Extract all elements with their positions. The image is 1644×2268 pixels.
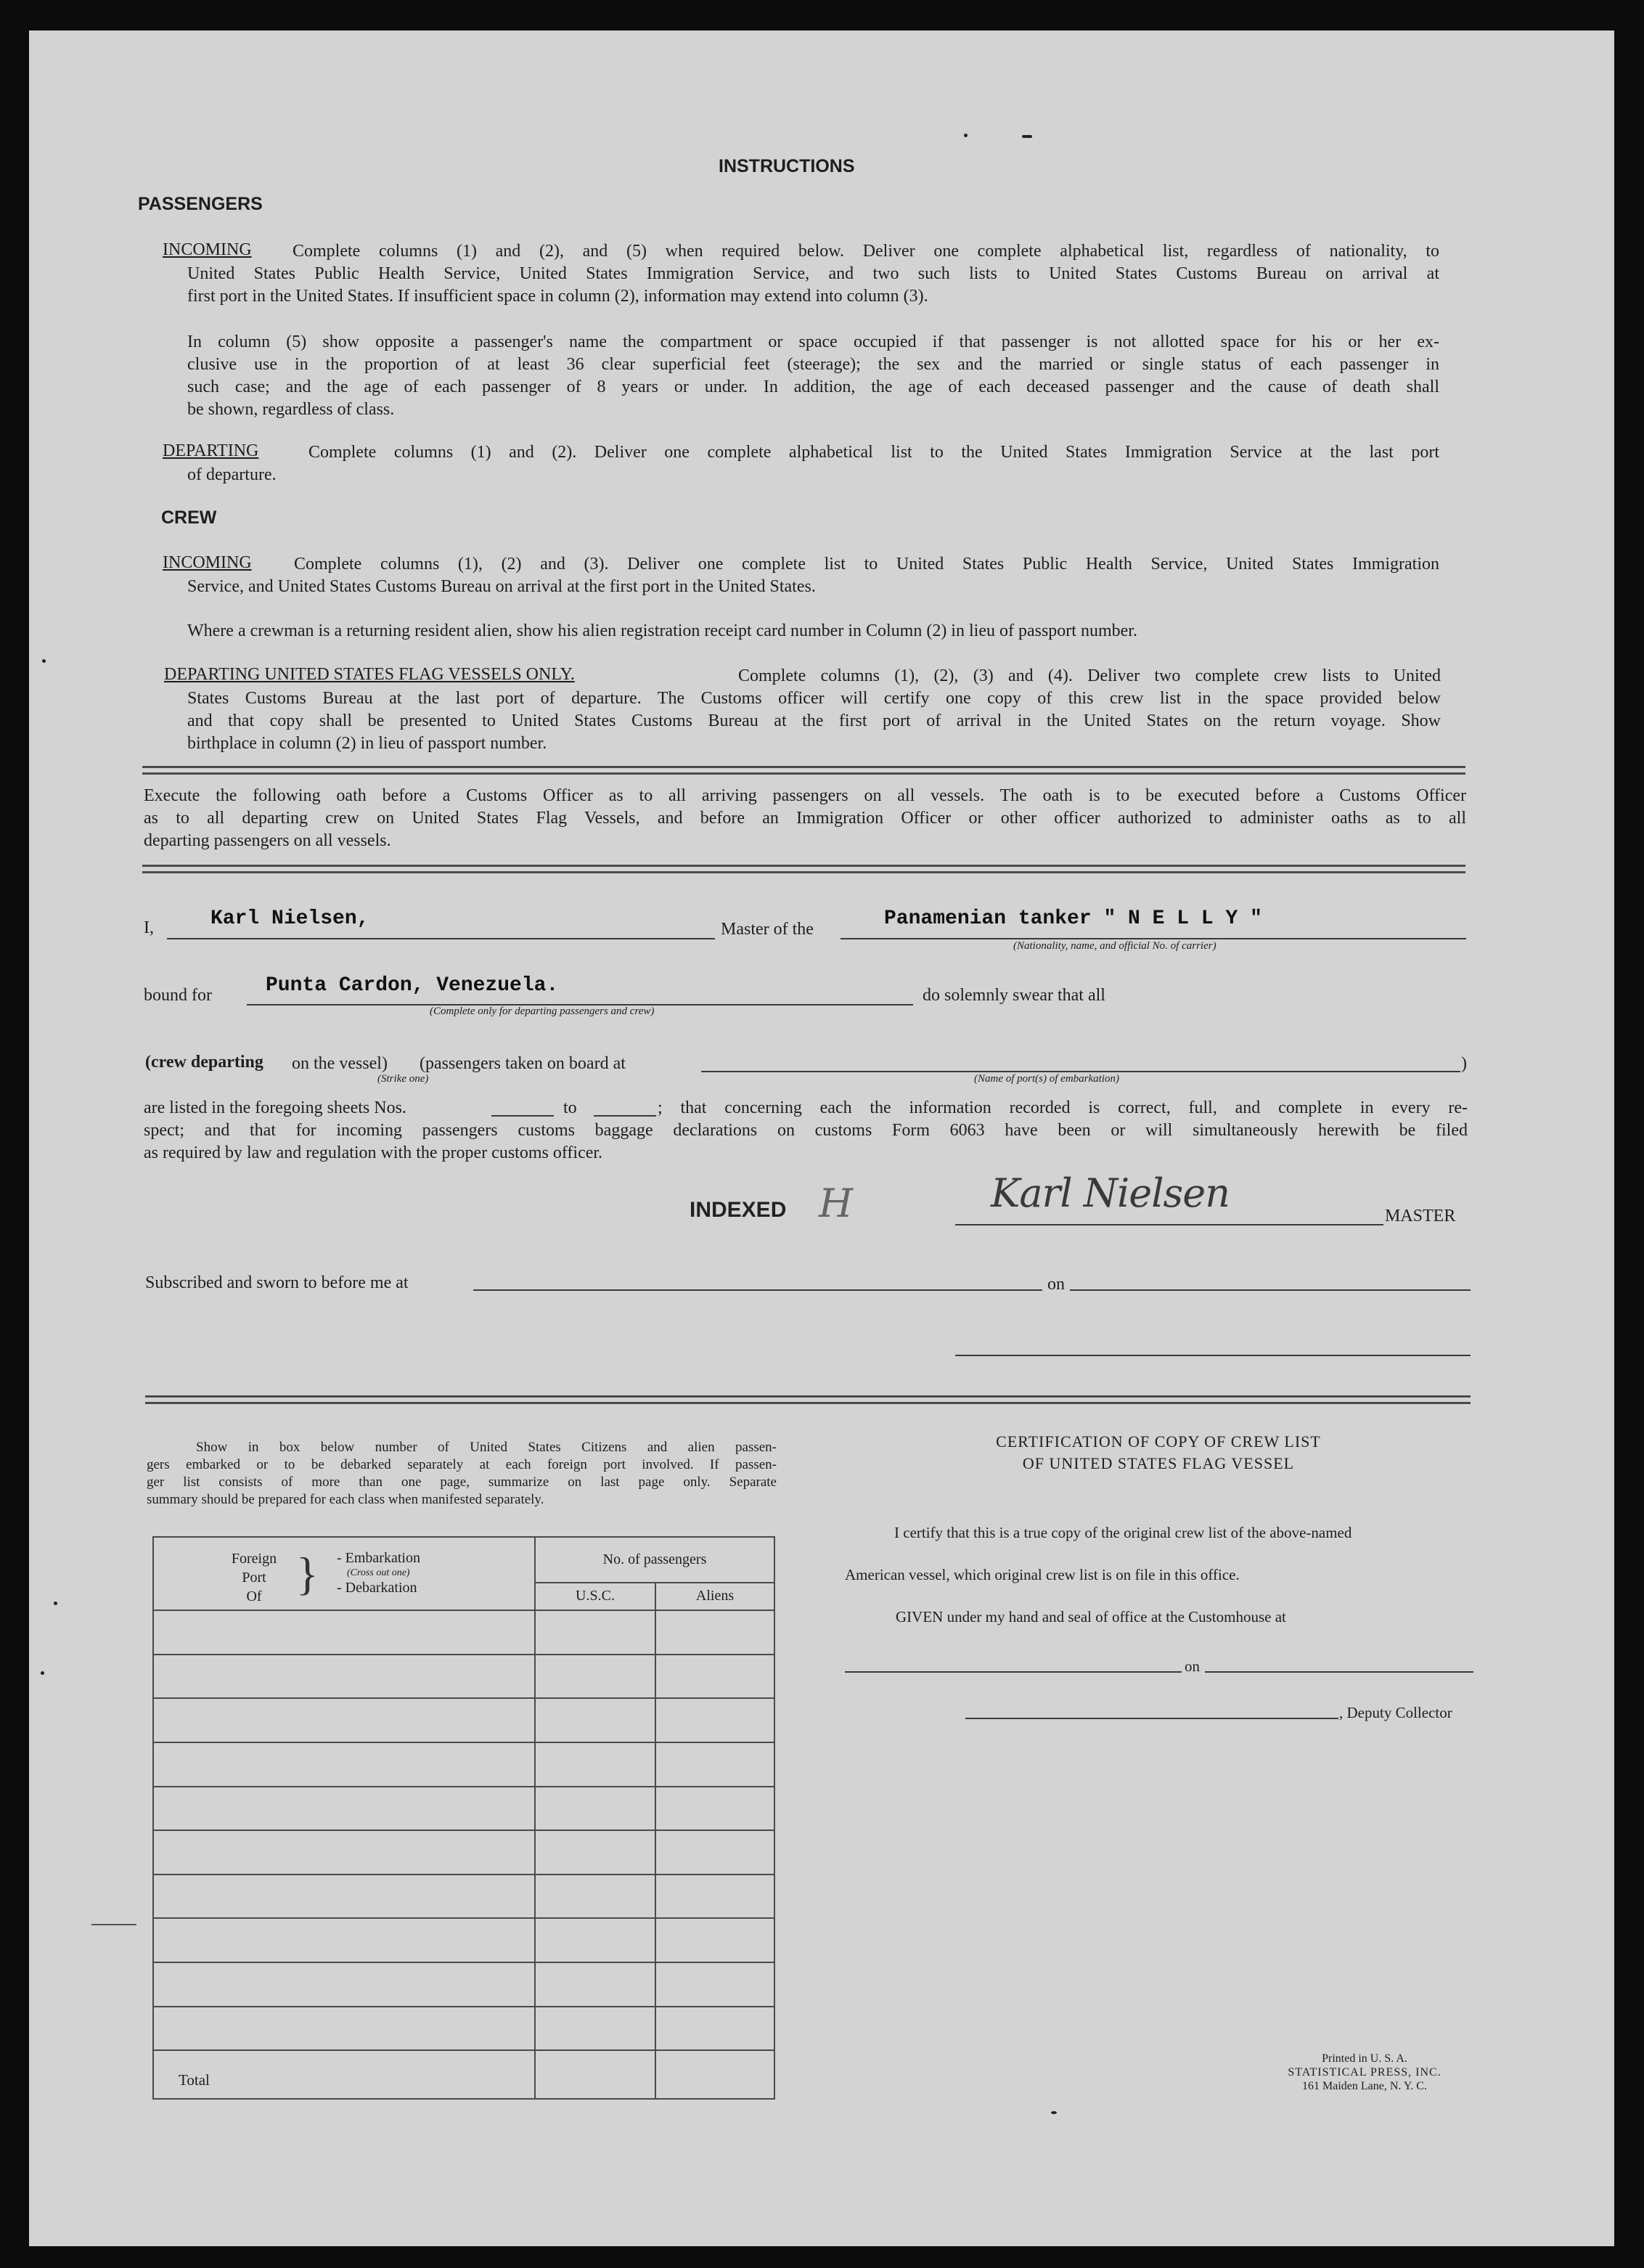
- usc-cell[interactable]: [535, 1742, 655, 1787]
- divider: [142, 865, 1465, 873]
- total-aliens-cell[interactable]: [655, 2050, 774, 2099]
- column5-line: be shown, regardless of class.: [187, 400, 395, 419]
- aliens-cell[interactable]: [655, 1742, 774, 1787]
- foreign-port-header: [153, 1537, 535, 1610]
- table-row: [153, 1830, 774, 1875]
- scan-speck: [54, 1602, 57, 1605]
- usc-cell[interactable]: [535, 1918, 655, 1962]
- crew-departing-line: and that copy shall be presented to United States Customs Bureau at the first port of arrival in the United States on the return voyage. Show: [187, 711, 1441, 730]
- of-label: Of: [246, 1588, 262, 1604]
- divider: [145, 1395, 1471, 1404]
- scan-speck: [42, 659, 46, 663]
- passengers-incoming-line: first port in the United States. If insufficient space in column (2), information may extend into column (3).: [187, 287, 928, 306]
- aliens-cell[interactable]: [655, 1830, 774, 1875]
- scan-speck: [1022, 135, 1032, 138]
- master-name[interactable]: Karl Nielsen,: [210, 907, 369, 930]
- master-label: MASTER: [1385, 1207, 1456, 1225]
- indexed-initial: H: [819, 1180, 854, 1226]
- vessel-caption: (Nationality, name, and official No. of carrier): [1013, 940, 1216, 952]
- sworn-on-label: on: [1047, 1275, 1065, 1294]
- table-row: [153, 1875, 774, 1919]
- port-cell[interactable]: [153, 1830, 535, 1875]
- certification-on-label: on: [1185, 1657, 1200, 1675]
- aliens-cell[interactable]: [655, 1698, 774, 1742]
- table-row: [153, 1610, 774, 1655]
- column5-line: such case; and the age of each passenger of 8 years or under. In addition, the age of each deceased passenger and the cause of death shall: [187, 378, 1439, 396]
- spect-line: spect; and that for incoming passengers customs baggage declarations on customs Form 6063 have been or will simultaneously herewith be filed: [144, 1121, 1468, 1140]
- port-label: Port: [242, 1570, 266, 1586]
- aliens-cell[interactable]: [655, 1918, 774, 1962]
- master-of-label: Master of the: [721, 920, 814, 939]
- crew-heading: CREW: [161, 507, 217, 528]
- column5-line: clusive use in the proportion of at least 36 clear superficial feet (steerage); the sex and the married or single status of each passenger in: [187, 355, 1439, 374]
- vessel-name[interactable]: Panamenian tanker " N E L L Y ": [884, 907, 1262, 930]
- scan-mark: [91, 1924, 136, 1925]
- table-row: [153, 1742, 774, 1787]
- scan-speck: [41, 1671, 44, 1675]
- column5-line: In column (5) show opposite a passenger's name the compartment or space occupied if that passenger is not allotted space for his or her ex-: [187, 333, 1439, 351]
- total-usc-cell[interactable]: [535, 2050, 655, 2099]
- customhouse-line[interactable]: [845, 1671, 1182, 1673]
- aliens-cell[interactable]: [655, 1875, 774, 1919]
- crew-departing-option[interactable]: (crew departing: [145, 1053, 263, 1072]
- ports-line: [701, 1071, 1460, 1072]
- table-row: [153, 2007, 774, 2051]
- port-cell[interactable]: [153, 1787, 535, 1831]
- cross-out-caption: (Cross out one): [347, 1567, 410, 1578]
- instructions-title: INSTRUCTIONS: [719, 156, 855, 176]
- port-cell[interactable]: [153, 1962, 535, 2007]
- destination-caption: (Complete only for departing passengers and crew): [430, 1005, 655, 1017]
- passengers-taken-option[interactable]: (passengers taken on board at: [420, 1054, 626, 1073]
- certification-line: GIVEN under my hand and seal of office at the Customhouse at: [896, 1608, 1286, 1625]
- scan-speck: [964, 134, 968, 137]
- aliens-cell[interactable]: [655, 1610, 774, 1655]
- table-row: [153, 1655, 774, 1699]
- crew-departing-line: Complete columns (1), (2), (3) and (4). Deliver two complete crew lists to United: [738, 666, 1441, 685]
- table-row: [153, 1918, 774, 1962]
- port-cell[interactable]: [153, 1875, 535, 1919]
- destination[interactable]: Punta Cardon, Venezuela.: [266, 974, 559, 997]
- officer-signature-line[interactable]: [955, 1355, 1471, 1356]
- aliens-cell[interactable]: [655, 2007, 774, 2051]
- table-row: [153, 1962, 774, 2007]
- listed-to: to: [563, 1098, 577, 1117]
- certification-line: American vessel, which original crew list is on file in this office.: [845, 1566, 1240, 1583]
- aliens-cell[interactable]: [655, 1655, 774, 1699]
- crew-departing-line: States Customs Bureau at the last port of departure. The Customs officer will certify one copy of this crew list in the space provided below: [187, 689, 1441, 708]
- signature-line: [955, 1224, 1383, 1225]
- strike-caption: (Strike one): [377, 1073, 429, 1085]
- aliens-cell[interactable]: [655, 1962, 774, 2007]
- passengers-heading: PASSENGERS: [138, 194, 263, 214]
- total-label: Total: [153, 2050, 535, 2099]
- debarkation-label: - Debarkation: [337, 1580, 417, 1596]
- sheet-from-line: [491, 1115, 554, 1117]
- aliens-cell[interactable]: [655, 1787, 774, 1831]
- crew-departing-line: birthplace in column (2) in lieu of passport number.: [187, 734, 547, 753]
- usc-cell[interactable]: [535, 1830, 655, 1875]
- usc-cell[interactable]: [535, 1698, 655, 1742]
- printer-line: Printed in U. S. A.: [1322, 2052, 1407, 2065]
- printer-line: STATISTICAL PRESS, INC.: [1288, 2066, 1441, 2079]
- summary-intro-line: ger list consists of more than one page, summarize on last page only. Separate: [147, 1474, 777, 1490]
- certification-line: I certify that this is a true copy of the original crew list of the above-named: [894, 1524, 1352, 1541]
- summary-intro-line: gers embarked or to be debarked separately at each foreign port involved. If passen-: [147, 1457, 777, 1472]
- passengers-departing-line: Complete columns (1) and (2). Deliver one complete alphabetical list to the United States Immigration Service at the last port: [308, 443, 1439, 462]
- passengers-incoming-line: United States Public Health Service, United States Immigration Service, and two such lists to United States Customs Bureau on arrival at: [187, 264, 1439, 283]
- oath-intro-line: Execute the following oath before a Customs Officer as to all arriving passengers on all vessels. The oath is to be executed before a Customs Officer: [144, 786, 1466, 805]
- certification-title: CERTIFICATION OF COPY OF CREW LIST: [996, 1432, 1321, 1451]
- certification-subtitle: OF UNITED STATES FLAG VESSEL: [1022, 1454, 1295, 1472]
- embarkation-label: - Embarkation: [337, 1550, 420, 1566]
- total-row: [153, 2050, 774, 2099]
- usc-cell[interactable]: [535, 1655, 655, 1699]
- oath-i-label: I,: [144, 918, 154, 937]
- port-cell[interactable]: [153, 1698, 535, 1742]
- on-vessel-text: on the vessel): [292, 1054, 388, 1073]
- usc-cell[interactable]: [535, 1787, 655, 1831]
- subscribed-label: Subscribed and sworn to before me at: [145, 1273, 409, 1292]
- foreign-label: Foreign: [231, 1551, 277, 1567]
- scan-speck: [1051, 2111, 1057, 2114]
- crew-incoming-line: Service, and United States Customs Bureau on arrival at the first port in the United States.: [187, 577, 816, 596]
- table-row: [153, 1787, 774, 1831]
- listed-text: are listed in the foregoing sheets Nos.: [144, 1098, 406, 1117]
- printer-line: 161 Maiden Lane, N. Y. C.: [1302, 2080, 1427, 2092]
- passengers-departing-line: of departure.: [187, 465, 277, 484]
- sworn-place-line[interactable]: [473, 1289, 1042, 1291]
- crew-incoming-label: INCOMING: [163, 553, 252, 572]
- oath-intro-line: departing passengers on all vessels.: [144, 831, 391, 850]
- usc-cell[interactable]: [535, 1875, 655, 1919]
- usc-cell[interactable]: [535, 2007, 655, 2051]
- listed-text-b: ; that concerning each the information recorded is correct, full, and complete in every re-: [658, 1098, 1468, 1117]
- usc-cell[interactable]: [535, 1962, 655, 2007]
- crew-resident-line: Where a crewman is a returning resident alien, show his alien registration receipt card number in Column (2) in lieu of passport number.: [187, 621, 1137, 640]
- law-line: as required by law and regulation with the proper customs officer.: [144, 1143, 603, 1162]
- bound-for-label: bound for: [144, 986, 212, 1005]
- no-passengers-header: No. of passengers: [535, 1537, 774, 1583]
- indexed-stamp: INDEXED: [690, 1198, 787, 1222]
- passengers-departing-label: DEPARTING: [163, 441, 259, 460]
- sheet-to-line: [594, 1115, 656, 1117]
- sworn-date-line[interactable]: [1070, 1289, 1471, 1291]
- summary-intro-line: Show in box below number of United States Citizens and alien passen-: [196, 1440, 777, 1455]
- port-cell[interactable]: [153, 1742, 535, 1787]
- deputy-collector-label: , Deputy Collector: [1339, 1704, 1452, 1721]
- table-row: [153, 1698, 774, 1742]
- ports-caption: (Name of port(s) of embarkation): [974, 1073, 1119, 1085]
- passenger-summary-table: [152, 1536, 775, 2100]
- port-cell[interactable]: [153, 1918, 535, 1962]
- summary-intro-line: summary should be prepared for each class when manifested separately.: [147, 1492, 544, 1507]
- usc-cell[interactable]: [535, 1610, 655, 1655]
- certification-date-line[interactable]: [1205, 1671, 1473, 1673]
- crew-departing-label: DEPARTING UNITED STATES FLAG VESSELS ONLY.: [164, 665, 575, 684]
- vessel-line: [841, 938, 1466, 939]
- divider: [142, 766, 1465, 775]
- port-cell[interactable]: [153, 2007, 535, 2051]
- port-cell[interactable]: [153, 1610, 535, 1655]
- aliens-header: Aliens: [655, 1583, 774, 1610]
- close-paren: ): [1461, 1054, 1467, 1073]
- passengers-incoming-line: Complete columns (1) and (2), and (5) when required below. Deliver one complete alphabetical list, regardless of nationality, to: [293, 242, 1439, 261]
- brace-glyph: }: [296, 1548, 319, 1599]
- swear-label: do solemnly swear that all: [923, 986, 1105, 1005]
- oath-intro-line: as to all departing crew on United States Flag Vessels, and before an Immigration Officer or other officer authorized to administer oaths as to all: [144, 809, 1466, 828]
- master-name-line: [167, 938, 715, 939]
- deputy-collector-line[interactable]: [965, 1718, 1338, 1719]
- crew-incoming-line: Complete columns (1), (2) and (3). Deliver one complete list to United States Public Health Service, United States Immigration: [294, 555, 1439, 574]
- master-signature: Karl Nielsen: [991, 1170, 1230, 1216]
- passengers-incoming-label: INCOMING: [163, 240, 252, 259]
- usc-header: U.S.C.: [535, 1583, 655, 1610]
- port-cell[interactable]: [153, 1655, 535, 1699]
